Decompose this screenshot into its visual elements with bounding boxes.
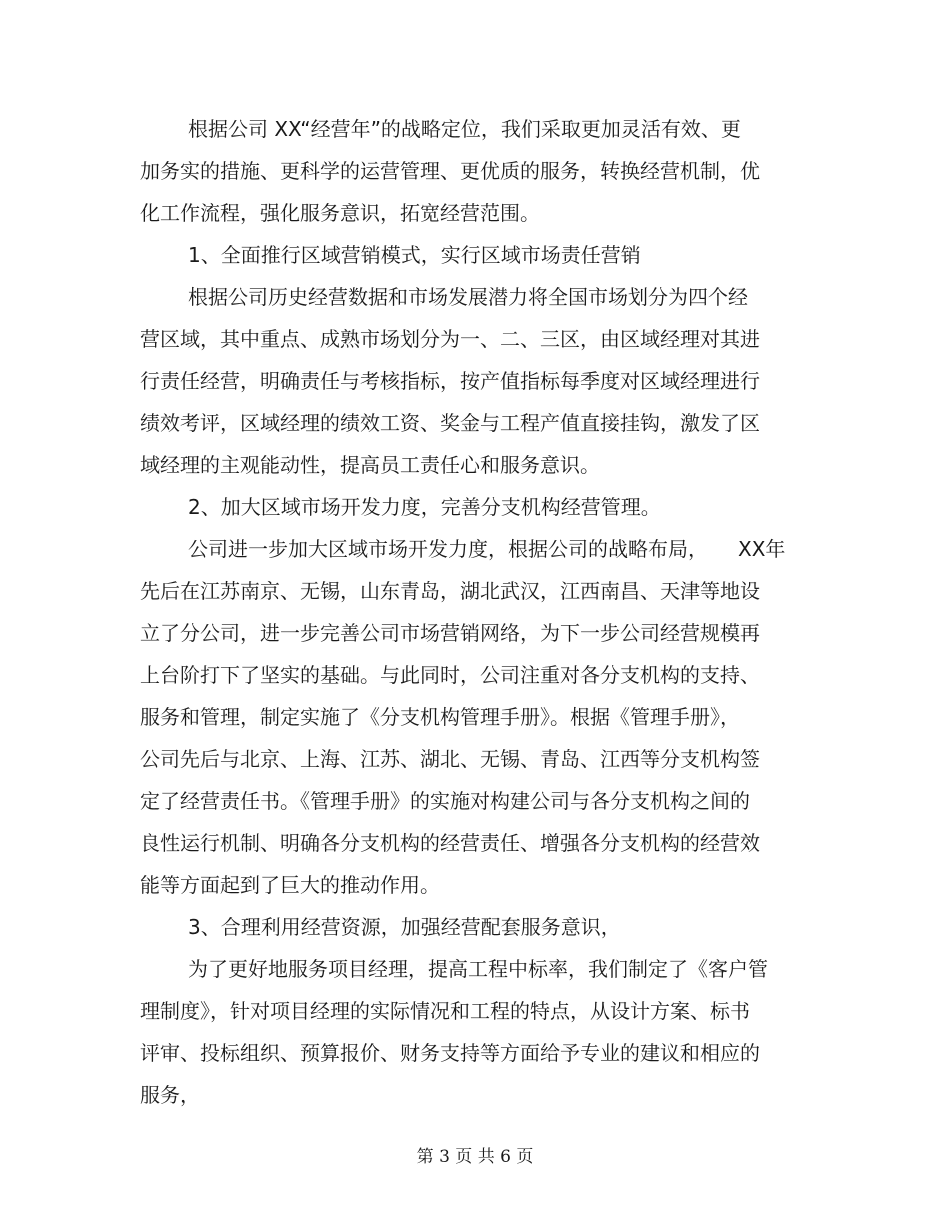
para-3-line-9: 能等方面起到了巨大的推动作用。 xyxy=(140,873,440,897)
para-1-line-3: 化工作流程，强化服务意识，拓宽经营范围。 xyxy=(140,201,540,225)
heading-1: 1、全面推行区域营销模式，实行区域市场责任营销 xyxy=(188,243,641,267)
para-3-line-8: 良性运行机制、明确各分支机构的经营责任、增强各分支机构的经营效 xyxy=(140,831,760,855)
heading-2: 2、加大区域市场开发力度，完善分支机构经营管理。 xyxy=(188,495,661,519)
para-2-line-4: 绩效考评，区域经理的绩效工资、奖金与工程产值直接挂钩，激发了区 xyxy=(140,411,760,435)
para-2-line-5: 域经理的主观能动性，提高员工责任心和服务意识。 xyxy=(140,453,600,477)
para-3-line-3: 立了分公司，进一步完善公司市场营销网络，为下一步公司经营规模再 xyxy=(140,621,760,645)
para-3-line-1: 公司进一步加大区域市场开发力度，根据公司的战略布局， XX年 xyxy=(188,537,786,561)
para-2-line-1: 根据公司历史经营数据和市场发展潜力将全国市场划分为四个经 xyxy=(188,285,748,309)
para-2-line-3: 行责任经营，明确责任与考核指标，按产值指标每季度对区域经理进行 xyxy=(140,369,760,393)
para-3-line-4: 上台阶打下了坚实的基础。与此同时，公司注重对各分支机构的支持、 xyxy=(140,663,760,687)
para-3-line-7: 定了经营责任书。《管理手册》的实施对构建公司与各分支机构之间的 xyxy=(140,789,750,813)
para-3-line-2: 先后在江苏南京、无锡，山东青岛，湖北武汉，江西南昌、天津等地设 xyxy=(140,579,760,603)
para-4-line-1: 为了更好地服务项目经理，提高工程中标率，我们制定了《客户管 xyxy=(188,957,768,981)
para-4-line-2: 理制度》，针对项目经理的实际情况和工程的特点，从设计方案、标书 xyxy=(140,999,750,1023)
para-2-line-2: 营区域，其中重点、成熟市场划分为一、二、三区，由区域经理对其进 xyxy=(140,327,760,351)
heading-3: 3、合理利用经营资源，加强经营配套服务意识， xyxy=(188,915,621,939)
para-4-line-4: 服务， xyxy=(140,1083,200,1107)
para-4-line-3: 评审、投标组织、预算报价、财务支持等方面给予专业的建议和相应的 xyxy=(140,1041,760,1065)
page-number-footer: 第 3 页 共 6 页 xyxy=(416,1147,534,1167)
para-3-line-6: 公司先后与北京、上海、江苏、湖北、无锡、青岛、江西等分支机构签 xyxy=(140,747,760,771)
para-1-line-2: 加务实的措施、更科学的运营管理、更优质的服务，转换经营机制，优 xyxy=(140,159,760,183)
para-3-line-5: 服务和管理，制定实施了《分支机构管理手册》。根据《管理手册》， xyxy=(140,705,740,729)
para-1-line-1: 根据公司 XX“经营年”的战略定位，我们采取更加灵活有效、更 xyxy=(188,117,741,141)
